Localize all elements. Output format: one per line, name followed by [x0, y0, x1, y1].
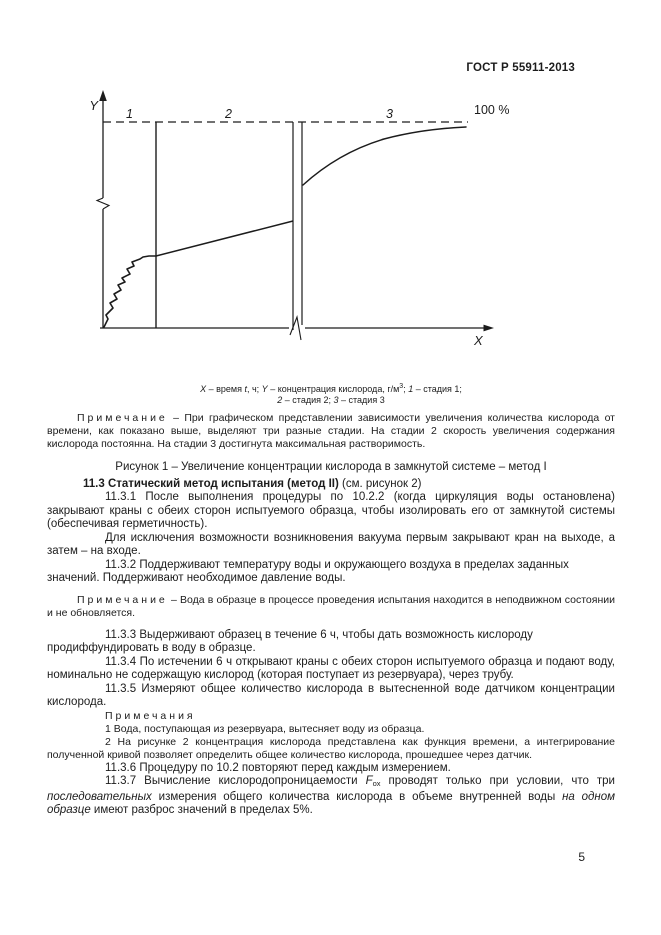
note-item-1: 1 Вода, поступающая из резервуара, вытесняет воду из образца.	[105, 722, 425, 735]
figure-1-chart	[60, 88, 530, 356]
text-column	[47, 382, 615, 818]
asymptote-100pct-label: 100 %	[474, 103, 510, 117]
notes-block	[47, 710, 615, 762]
y-axis-arrow-icon	[99, 90, 107, 101]
stage3-curve	[303, 127, 466, 185]
para-11-3-5: 11.3.5 Измеряют общее количество кислорода в вытесненной воде датчиком концентрации кислорода.	[47, 682, 615, 708]
note-after-11-3-2: Примечание – Вода в образце в процессе проведения испытания находится в неподвижном состоянии и не обновляется.	[47, 593, 615, 619]
stage2-curve	[156, 221, 293, 256]
page-number: 5	[578, 850, 585, 864]
note-item-2: 2 На рисунке 2 концентрация кислорода представлена как функция времени, а интегрирование полученной кривой позволяет определить общее количество кислорода, прошедшее через датчик.	[47, 735, 615, 761]
x-axis-label: X	[474, 333, 483, 348]
para-vacuum: Для исключения возможности возникновения вакуума первым закрывают кран на выходе, а затем – на входе.	[47, 531, 615, 557]
para-11-3-6: 11.3.6 Процедуру по 10.2 повторяют перед каждым измерением.	[105, 761, 451, 774]
y-axis-break-icon	[97, 198, 109, 209]
stage2-label: 2	[225, 107, 232, 121]
stage1-curve	[104, 256, 156, 327]
section-heading-11-3: 11.3 Статический метод испытания (метод II) (см. рисунок 2)	[83, 477, 422, 490]
figure-note: Примечание – При графическом представлении зависимости увеличения количества кислорода от времени, как показано выше, выделяют три разные стадии. На стадии 2 скорость увеличения содержания кислорода постоянна. На стадии 3 достигнута максимальная растворимость.	[47, 412, 615, 450]
standard-number-header: ГОСТ Р 55911-2013	[466, 62, 575, 74]
para-11-3-7: 11.3.7 Вычисление кислородопроницаемости Fox проводят только при условии, что три последовательных измерения общего количества кислорода в объеме внутренней воды на одном образце имеют разброс значений в пределах 5%.	[47, 775, 615, 816]
y-axis-label: Y	[89, 98, 98, 113]
figure-caption	[47, 382, 615, 405]
para-11-3-3: 11.3.3 Выдерживают образец в течение 6 ч, чтобы дать возможность кислороду продиффундировать в воду в образце.	[47, 628, 533, 654]
para-11-3-1: 11.3.1 После выполнения процедуры по 10.2.2 (когда циркуляция воды остановлена) закрывают краны с обеих сторон испытуемого образца, чтобы изолировать его от замкнутой системы (обеспечивая герметичность).	[47, 491, 615, 530]
figure-caption-line2: 2 – стадия 2; 3 – стадия 3	[277, 394, 385, 405]
x-axis-arrow-icon	[484, 325, 495, 332]
para-11-3-4: 11.3.4 По истечении 6 ч открывают краны с обеих сторон испытуемого образца и подают воду, номинально не содержащую кислород (которая поступает из резервуара), через трубу.	[47, 655, 615, 681]
figure-title: Рисунок 1 – Увеличение концентрации кислорода в замкнутой системе – метод I	[115, 461, 547, 473]
stage1-label: 1	[126, 107, 133, 121]
figure-caption-line1: X – время t, ч; Y – концентрация кислорода, $г/м^3$; 1 – стадия 1;	[200, 383, 462, 394]
para-11-3-2: 11.3.2 Поддерживают температуру воды и окружающего воздуха в пределах заданных значений. Поддерживают необходимое давление воды.	[47, 558, 569, 584]
stage3-label: 3	[386, 107, 393, 121]
notes-heading: Примечания	[105, 709, 196, 722]
x-axis-break-icon	[290, 317, 301, 340]
